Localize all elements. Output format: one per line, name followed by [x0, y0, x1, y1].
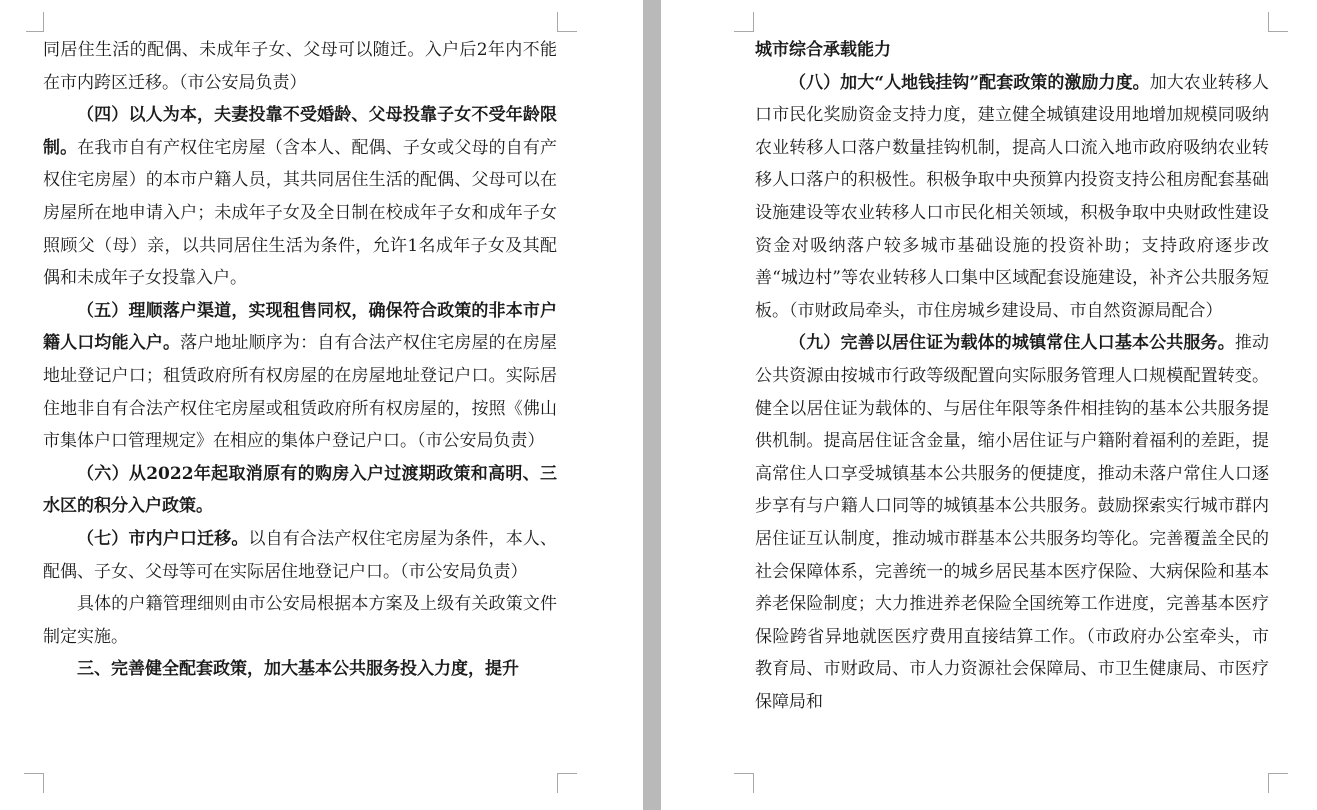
paragraph-item-5: [43, 295, 557, 458]
item-9-title: （九）完善以居住证为载体的城镇常住人口基本公共服务。: [789, 333, 1235, 354]
item-8-title: （八）加大“人地钱挂钩”配套政策的激励力度。: [789, 72, 1150, 93]
paragraph-item-4: [43, 99, 557, 295]
item-5-title: （五）理顺落户渠道，实现租售同权，确保符合政策的非本市户籍人口均能入户。: [43, 300, 557, 354]
item-4-body: 在我市自有产权住宅房屋（含本人、配偶、子女或父母的自有产权住宅房屋）的本市户籍人员，其共同居住生活的配偶、父母可以在房屋所在地申请入户；未成年子女及全日制在校成年子女和成年子女照顾父（母）亲，以共同居住生活为条件，允许1名成年子女及其配偶和未成年子女投靠入户。: [43, 137, 558, 289]
document-page-left: [0, 0, 643, 810]
paragraph-implementation: 具体的户籍管理细则由市公安局根据本方案及上级有关政策文件制定实施。: [43, 594, 557, 647]
paragraph-item-9: [755, 327, 1269, 718]
right-page-body: [755, 34, 1269, 718]
item-9-body: 推动公共资源由按城市行政等级配置向实际服务管理人口规模配置转变。健全以居住证为载体的、与居住年限等条件相挂钩的基本公共服务提供机制。提高居住证含金量，缩小居住证与户籍附着福利的差距，提高常住人口享受城镇基本公共服务的便捷度，推动未落户常住人口逐步享有与户籍人口同等的城镇基本公共服务。鼓励探索实行城市群内居住证互认制度，推动城市群基本公共服务均等化。完善覆盖全民的社会保障体系，完善统一的城乡居民基本医疗保险、大病保险和基本养老保险制度；大力推进养老保险全国统筹工作进度，完善基本医疗保险跨省异地就医医疗费用直接结算工作。（市政府办公室牵头，市教育局、市财政局、市人力资源社会保障局、市卫生健康局、市医疗保障局和: [755, 333, 1270, 712]
document-page-right: [661, 0, 1317, 810]
item-6-title: （六）从2022年起取消原有的购房入户过渡期政策和高明、三水区的积分入户政策。: [43, 463, 557, 517]
paragraph-continuation: 同居住生活的配偶、未成年子女、父母可以随迁。入户后2年内不能在市内跨区迁移。（市公安局负责）: [43, 40, 557, 93]
item-7-title: （七）市内户口迁移。: [77, 528, 249, 549]
section-heading-continuation: 城市综合承载能力: [755, 40, 891, 60]
paragraph-item-7: [43, 523, 557, 588]
page-gutter: [643, 0, 661, 810]
item-4-title: （四）以人为本，夫妻投靠不受婚龄、父母投靠子女不受年龄限制。: [43, 105, 557, 158]
section-heading: 三、完善健全配套政策，加大基本公共服务投入力度，提升: [77, 659, 519, 680]
left-page-body: [43, 34, 557, 686]
paragraph-item-6: [43, 458, 557, 523]
item-5-body: 落户地址顺序为：自有合法产权住宅房屋的在房屋地址登记户口；租赁政府所有权房屋的在房屋地址登记户口。实际居住地非自有合法产权住宅房屋或租赁政府所有权房屋的，按照《佛山市集体户口管理规定》在相应的集体户登记户口。（市公安局负责）: [43, 333, 558, 452]
item-8-body: 加大农业转移人口市民化奖励资金支持力度，建立健全城镇建设用地增加规模同吸纳农业转移人口落户数量挂钩机制，提高人口流入地市政府吸纳农业转移人口落户的积极性。积极争取中央预算内投资支持公租房配套基础设施建设等农业转移人口市民化相关领域，积极争取中央财政性建设资金对吸纳落户较多城市基础设施的投资补助；支持政府逐步改善“城边村”等农业转移人口集中区域配套设施建设，补齐公共服务短板。（市财政局牵头，市住房城乡建设局、市自然资源局配合）: [755, 72, 1269, 321]
paragraph-item-8: [755, 67, 1269, 328]
item-7-body: 以自有合法产权住宅房屋为条件，本人、配偶、子女、父母等可在实际居住地登记户口。（市公安局负责）: [43, 528, 558, 582]
